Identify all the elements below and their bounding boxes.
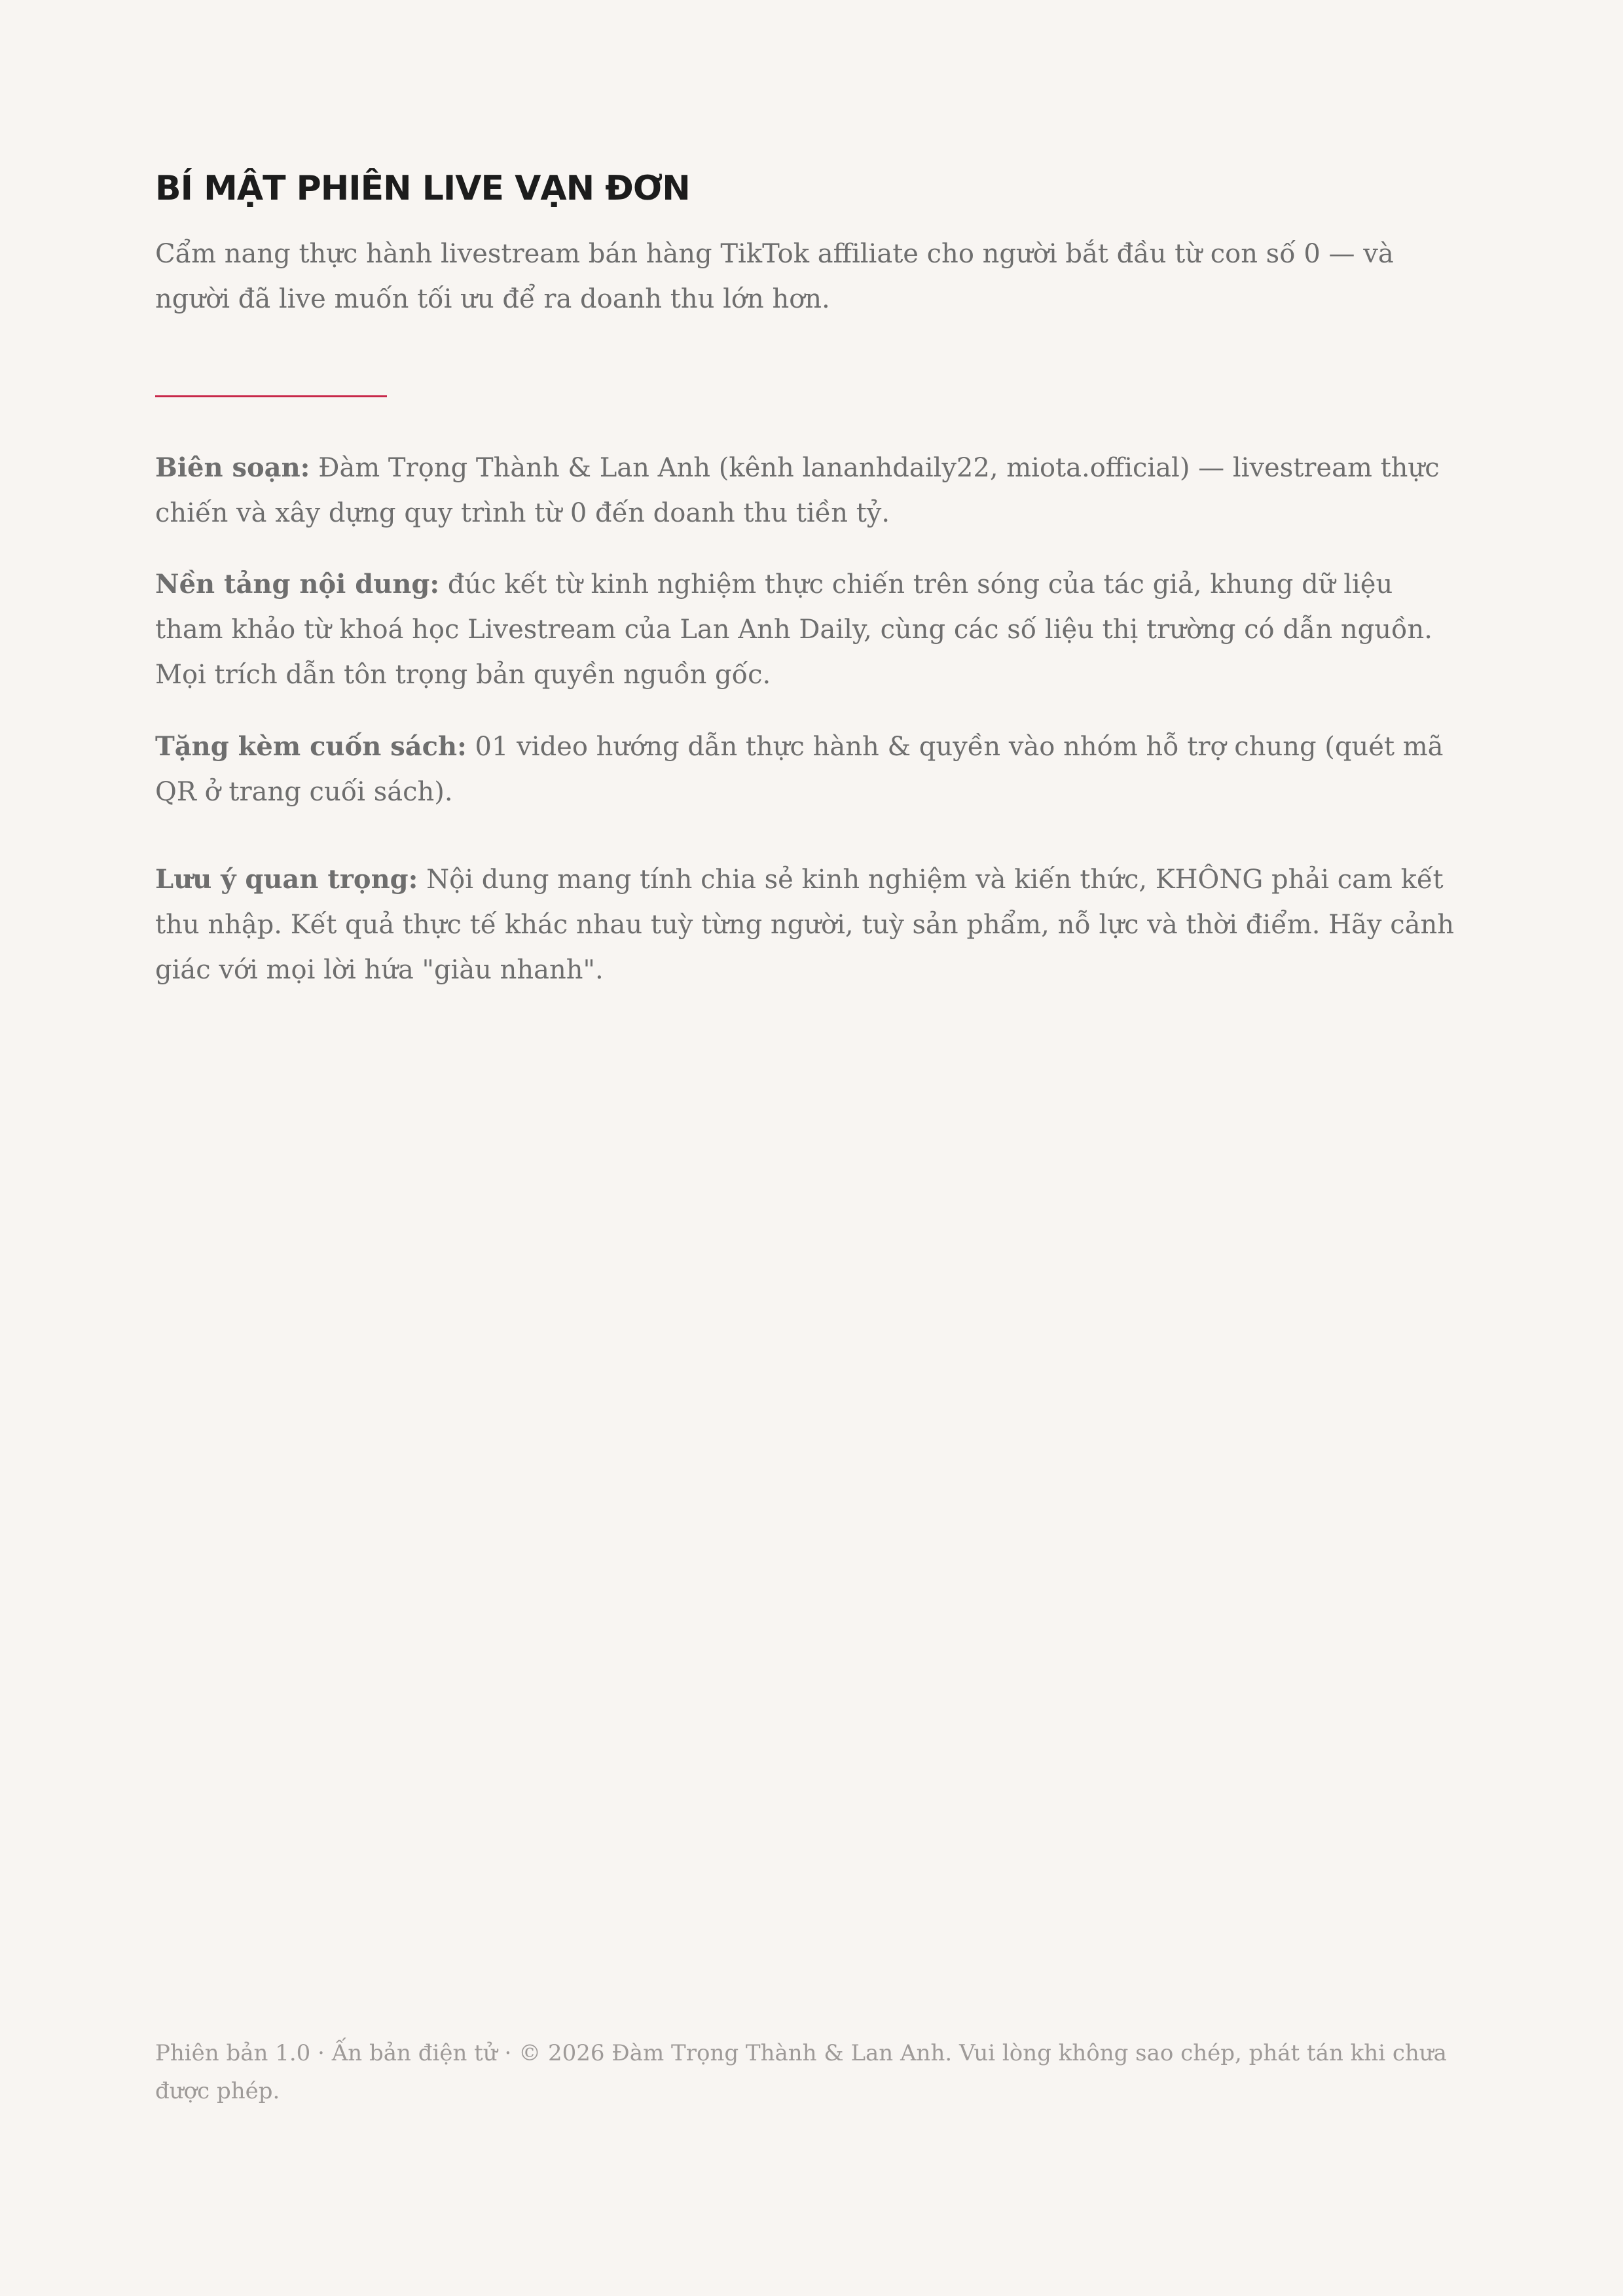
accent-divider — [155, 395, 387, 397]
disclaimer-label: Lưu ý quan trọng: — [155, 864, 418, 895]
credits-paragraph — [155, 445, 1465, 536]
copyright-footer: Phiên bản 1.0 · Ấn bản điện tử · © 2026 Đàm Trọng Thành & Lan Anh. Vui lòng không sao chép, phát tán khi chưa được phép. — [155, 2040, 1447, 2104]
disclaimer-paragraph — [155, 857, 1465, 993]
document-subtitle: Cẩm nang thực hành livestream bán hàng TikTok affiliate cho người bắt đầu từ con số 0 — và người đã live muốn tối ưu để ra doanh thu lớn hơn. — [155, 239, 1394, 314]
content-basis-paragraph — [155, 562, 1465, 698]
bonus-text: 01 video hướng dẫn thực hành & quyền vào nhóm hỗ trợ chung (quét mã QR ở trang cuối sách). — [155, 732, 1444, 807]
content-basis-text: đúc kết từ kinh nghiệm thực chiến trên sóng của tác giả, khung dữ liệu tham khảo từ khoá học Livestream của Lan Anh Daily, cùng các số liệu thị trường có dẫn nguồn. Mọi trích dẫn tôn trọng bản quyền nguồn gốc. — [155, 569, 1432, 690]
bonus-paragraph — [155, 724, 1465, 815]
document-title: BÍ MẬT PHIÊN LIVE VẠN ĐƠN — [155, 169, 690, 208]
credits-text: Đàm Trọng Thành & Lan Anh (kênh lananhdaily22, miota.official) — livestream thực chiến và xây dựng quy trình từ 0 đến doanh thu tiền tỷ. — [155, 453, 1440, 528]
bonus-label: Tặng kèm cuốn sách: — [155, 731, 467, 762]
disclaimer-text: Nội dung mang tính chia sẻ kinh nghiệm và kiến thức, KHÔNG phải cam kết thu nhập. Kết quả thực tế khác nhau tuỳ từng người, tuỳ sản phẩm, nỗ lực và thời điểm. Hãy cảnh giác với mọi lời hứa "giàu nhanh". — [155, 865, 1454, 985]
credits-label: Biên soạn: — [155, 452, 310, 483]
content-basis-label: Nền tảng nội dung: — [155, 569, 440, 600]
